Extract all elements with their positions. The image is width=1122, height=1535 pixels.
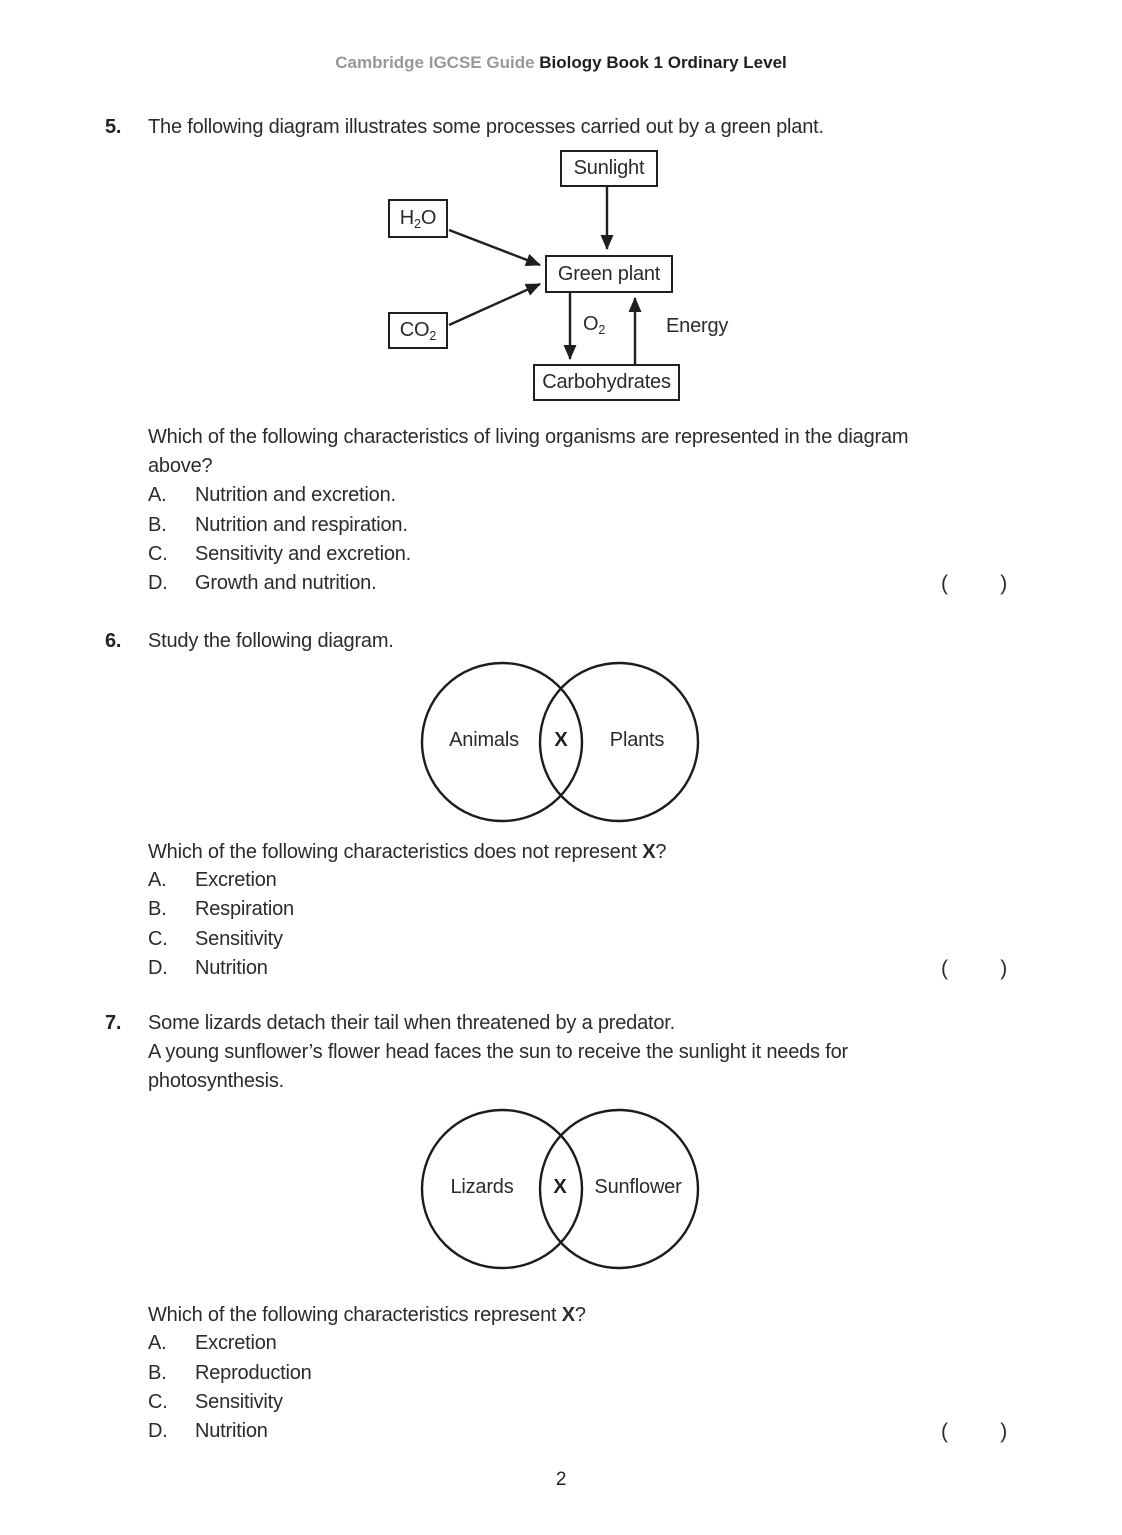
option-text: Excretion [195, 869, 277, 891]
venn-left-label: Animals [449, 729, 519, 751]
option-letter: C. [148, 928, 168, 950]
q6-option-a [148, 869, 277, 892]
option-text: Sensitivity [195, 1391, 283, 1413]
option-text: Growth and nutrition. [195, 572, 377, 594]
option-letter: B. [148, 1362, 167, 1384]
close-bracket: ) [1000, 957, 1007, 980]
arrow-co2-to-greenplant [449, 284, 540, 325]
venn-right-label: Sunflower [594, 1176, 682, 1198]
q7-venn-diagram [420, 1105, 710, 1273]
option-letter: C. [148, 1391, 168, 1413]
q7-option-b [148, 1362, 312, 1385]
q7-prompt-line3: photosynthesis. [148, 1070, 284, 1092]
venn-intersection-label: X [554, 729, 568, 751]
option-text: Nutrition [195, 1420, 268, 1442]
open-bracket: ( [941, 957, 948, 980]
h2o-symbol: H [399, 206, 414, 229]
o2-subscript: 2 [598, 323, 606, 337]
q7-option-d [148, 1420, 268, 1443]
q7-prompt-line1: Some lizards detach their tail when threatened by a predator. [148, 1012, 676, 1034]
q7-answer-brackets [941, 1420, 1007, 1444]
option-text: Sensitivity [195, 928, 283, 950]
venn-right-label: Plants [609, 729, 665, 751]
option-letter: B. [148, 514, 167, 536]
option-text: Excretion [195, 1332, 277, 1354]
h2o-box [388, 199, 448, 238]
q7-prompt-line2: A young sunflower’s flower head faces the sun to receive the sunlight it needs for [148, 1041, 848, 1063]
venn-left-label: Lizards [450, 1176, 514, 1198]
option-letter: D. [148, 1420, 168, 1442]
q6-venn-diagram [420, 658, 710, 826]
close-bracket: ) [1000, 572, 1007, 595]
q6-option-b [148, 898, 294, 921]
q5-question-line2: above? [148, 455, 213, 477]
q7-option-c [148, 1391, 283, 1414]
q6-prompt: Study the following diagram. [148, 630, 394, 652]
q5-option-a [148, 484, 396, 507]
option-letter: A. [148, 1332, 167, 1354]
series-title: Cambridge IGCSE Guide [335, 53, 540, 72]
option-letter: B. [148, 898, 167, 920]
q5-process-diagram [380, 145, 800, 407]
option-text: Nutrition and respiration. [195, 514, 408, 536]
question-bold-x: X [561, 1304, 575, 1326]
option-letter: D. [148, 572, 168, 594]
q5-option-d [148, 572, 376, 595]
option-letter: C. [148, 543, 168, 565]
question-text: Which of the following characteristics does not represent [148, 841, 643, 863]
book-title: Biology Book 1 Ordinary Level [539, 53, 787, 72]
option-text: Nutrition [195, 957, 268, 979]
venn-intersection-label: X [553, 1176, 567, 1198]
question-mark: ? [655, 841, 667, 863]
carbohydrates-box: Carbohydrates [533, 364, 680, 401]
q6-question [148, 841, 666, 864]
question-bold-x: X [642, 841, 656, 863]
option-letter: D. [148, 957, 168, 979]
co2-box [388, 312, 448, 349]
q5-option-c [148, 543, 411, 566]
close-bracket: ) [1000, 1420, 1007, 1443]
open-bracket: ( [941, 1420, 948, 1443]
arrow-h2o-to-greenplant [449, 230, 540, 265]
o2-symbol: O [583, 313, 599, 335]
option-text: Respiration [195, 898, 294, 920]
q6-answer-brackets [941, 957, 1007, 981]
option-letter: A. [148, 484, 167, 506]
q6-option-d [148, 957, 268, 980]
q5-prompt: The following diagram illustrates some processes carried out by a green plant. [148, 116, 824, 138]
q7-question [148, 1304, 586, 1327]
energy-label: Energy [666, 315, 729, 337]
h2o-symbol-end: O [420, 206, 437, 229]
q5-option-b [148, 514, 408, 537]
option-text: Sensitivity and excretion. [195, 543, 412, 565]
page-number: 2 [555, 1469, 567, 1490]
q6-option-c [148, 928, 283, 951]
co2-subscript: 2 [429, 328, 437, 343]
q5-answer-brackets [941, 572, 1007, 596]
option-text: Reproduction [195, 1362, 312, 1384]
q7-option-a [148, 1332, 277, 1355]
green-plant-box: Green plant [545, 255, 673, 293]
option-letter: A. [148, 869, 167, 891]
option-text: Nutrition and excretion. [195, 484, 396, 506]
q5-number: 5. [105, 116, 122, 138]
sunlight-box: Sunlight [560, 150, 658, 187]
question-mark: ? [574, 1304, 586, 1326]
o2-label [583, 313, 605, 337]
question-text: Which of the following characteristics represent [148, 1304, 562, 1326]
open-bracket: ( [941, 572, 948, 595]
co2-symbol: CO [399, 318, 430, 341]
h2o-subscript: 2 [413, 216, 421, 231]
q5-question-line1: Which of the following characteristics of living organisms are represented in the diagram [148, 426, 909, 448]
q7-number: 7. [105, 1012, 122, 1034]
q6-number: 6. [105, 630, 122, 652]
page-header [0, 53, 1122, 73]
